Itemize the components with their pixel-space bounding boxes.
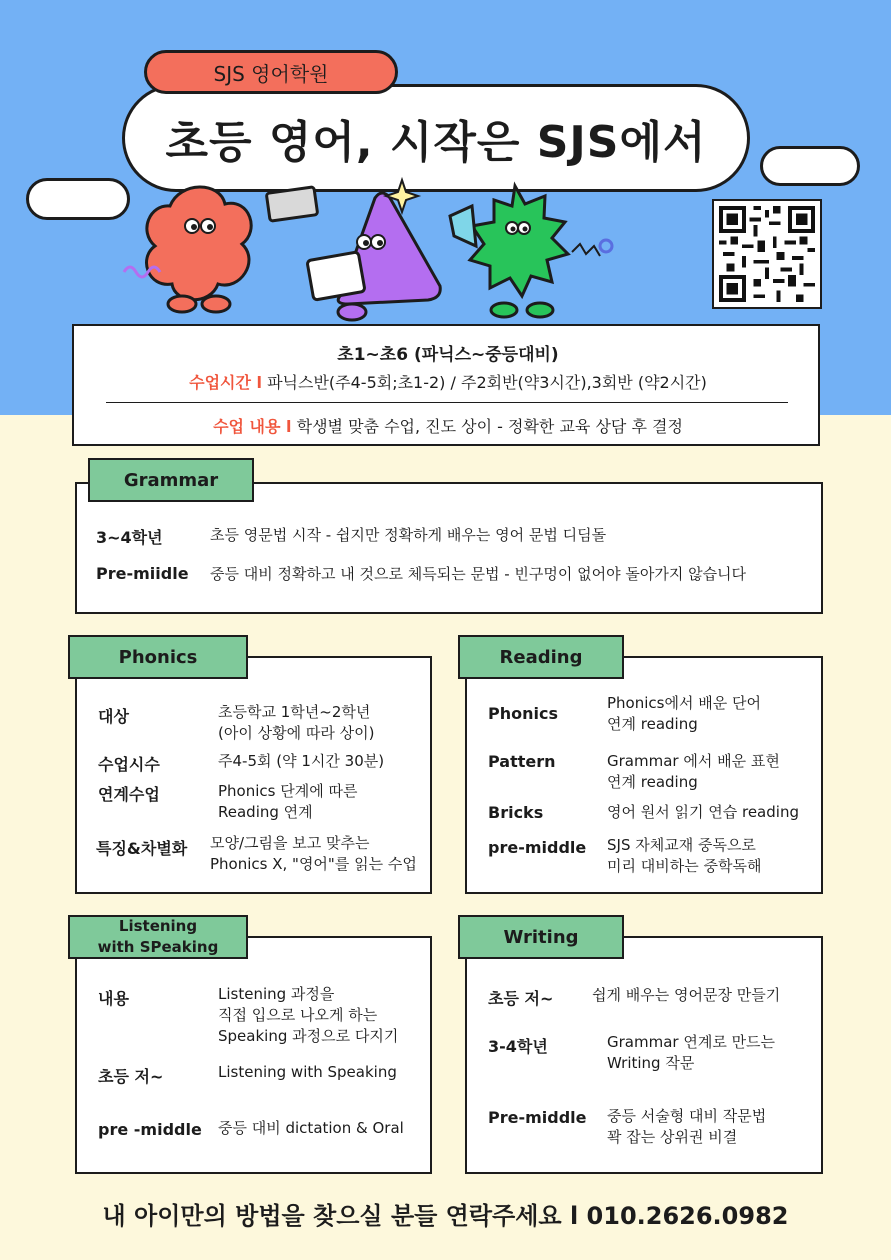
phonics-row-label: 대상 <box>98 707 129 726</box>
page-title: 초등 영어, 시작은 SJS에서 <box>165 117 707 168</box>
phonics-row-text: 초등학교 1학년~2학년 (아이 상황에 따라 상이) <box>218 703 375 742</box>
phonics-tab-label: Phonics <box>118 646 198 668</box>
purple-triangle-character <box>307 193 440 320</box>
cloud-left-decoration <box>26 178 130 220</box>
writing-tab <box>458 915 624 959</box>
listening-row-text: 중등 대비 dictation & Oral <box>218 1119 404 1137</box>
grammar-row-text: 초등 영문법 시작 - 쉽지만 정확하게 배우는 영어 문법 디딤돌 <box>210 526 607 544</box>
reading-row-text: Grammar 에서 배운 표현 연계 reading <box>607 752 780 791</box>
phonics-row-text: 주4-5회 (약 1시간 30분) <box>218 752 385 770</box>
phonics-row-text: 모양/그림을 보고 맞추는 Phonics X, "영어"를 읽는 수업 <box>210 834 417 873</box>
academy-name: SJS 영어학원 <box>213 61 329 86</box>
reading-row-label: Bricks <box>488 803 544 822</box>
listening-row-label: 내용 <box>98 989 129 1008</box>
listening-row-label: 초등 저~ <box>98 1067 164 1086</box>
listening-tab-label: with SPeaking <box>97 938 219 956</box>
grammar-row-text: 중등 대비 정확하고 내 것으로 체득되는 문법 - 빈구멍이 없어야 돌아가지 않습니다 <box>210 565 747 583</box>
class-content-label: 수업 내용 l <box>213 417 292 436</box>
divider <box>106 402 788 403</box>
class-time-label: 수업시간 l <box>189 373 262 392</box>
phonics-row-label: 특징&차별화 <box>96 839 188 858</box>
writing-row-text: 쉽게 배우는 영어문장 만들기 <box>592 986 781 1004</box>
phonics-row-text: Phonics 단계에 따른 Reading 연계 <box>218 782 358 821</box>
phonics-row-label: 수업시수 <box>98 755 160 774</box>
ring-icon <box>600 240 612 252</box>
writing-row-text: 중등 서술형 대비 작문법 꽉 잡는 상위권 비결 <box>607 1107 767 1146</box>
mascot-illustration <box>120 176 620 326</box>
reading-row-label: Phonics <box>488 704 558 723</box>
grammar-tab <box>88 458 254 502</box>
grammar-tab-label: Grammar <box>123 469 219 491</box>
contact-footer[interactable]: 내 아이만의 방법을 찾으실 분들 연락주세요 l 010.2626.0982 <box>102 1202 789 1230</box>
writing-row-label: 초등 저~ <box>488 989 554 1008</box>
cloud-right-decoration <box>760 146 860 186</box>
phonics-row-label: 연계수업 <box>98 785 160 804</box>
qr-code-icon <box>719 206 815 302</box>
class-time-text: 파닉스반(주4-5회;초1-2) / 주2회반(약3시간),3회반 (약2시간) <box>267 373 707 392</box>
academy-name-badge <box>144 50 398 94</box>
green-star-character <box>450 186 568 317</box>
listening-row-text: Listening 과정을 직접 입으로 나오게 하는 Speaking 과정으로 다지기 <box>218 985 399 1045</box>
listening-row-text: Listening with Speaking <box>218 1063 397 1081</box>
class-time-row <box>74 370 822 393</box>
reading-tab <box>458 635 624 679</box>
listening-tab-label: Listening <box>118 917 198 935</box>
writing-row-label: 3-4학년 <box>488 1037 548 1056</box>
writing-tab-label: Writing <box>503 926 579 948</box>
grade-range: 초1~초6 (파닉스~중등대비) <box>337 345 559 365</box>
reading-tab-label: Reading <box>499 646 583 668</box>
reading-row-label: Pattern <box>488 752 556 771</box>
writing-row-label: Pre-middle <box>488 1108 587 1127</box>
listening-row-label: pre -middle <box>98 1120 202 1139</box>
orange-flower-character <box>147 187 318 312</box>
writing-row-text: Grammar 연계로 만드는 Writing 작문 <box>607 1033 776 1072</box>
reading-row-text: 영어 원서 읽기 연습 reading <box>607 803 799 821</box>
reading-row-label: pre-middle <box>488 838 587 857</box>
listening-tab <box>68 915 248 959</box>
class-content-text: 학생별 맞춤 수업, 진도 상이 - 정확한 교육 상담 후 결정 <box>296 417 683 436</box>
class-info-box <box>72 324 820 446</box>
reading-row-text: Phonics에서 배운 단어 연계 reading <box>607 694 761 733</box>
phonics-tab <box>68 635 248 679</box>
qr-code[interactable] <box>712 199 822 309</box>
grammar-row-label: Pre-miidle <box>96 564 189 583</box>
reading-row-text: SJS 자체교재 중독으로 미리 대비하는 중학독해 <box>607 836 762 875</box>
grammar-row-label: 3~4학년 <box>96 528 163 547</box>
class-content-row <box>74 414 822 437</box>
zigzag-icon <box>572 244 600 256</box>
